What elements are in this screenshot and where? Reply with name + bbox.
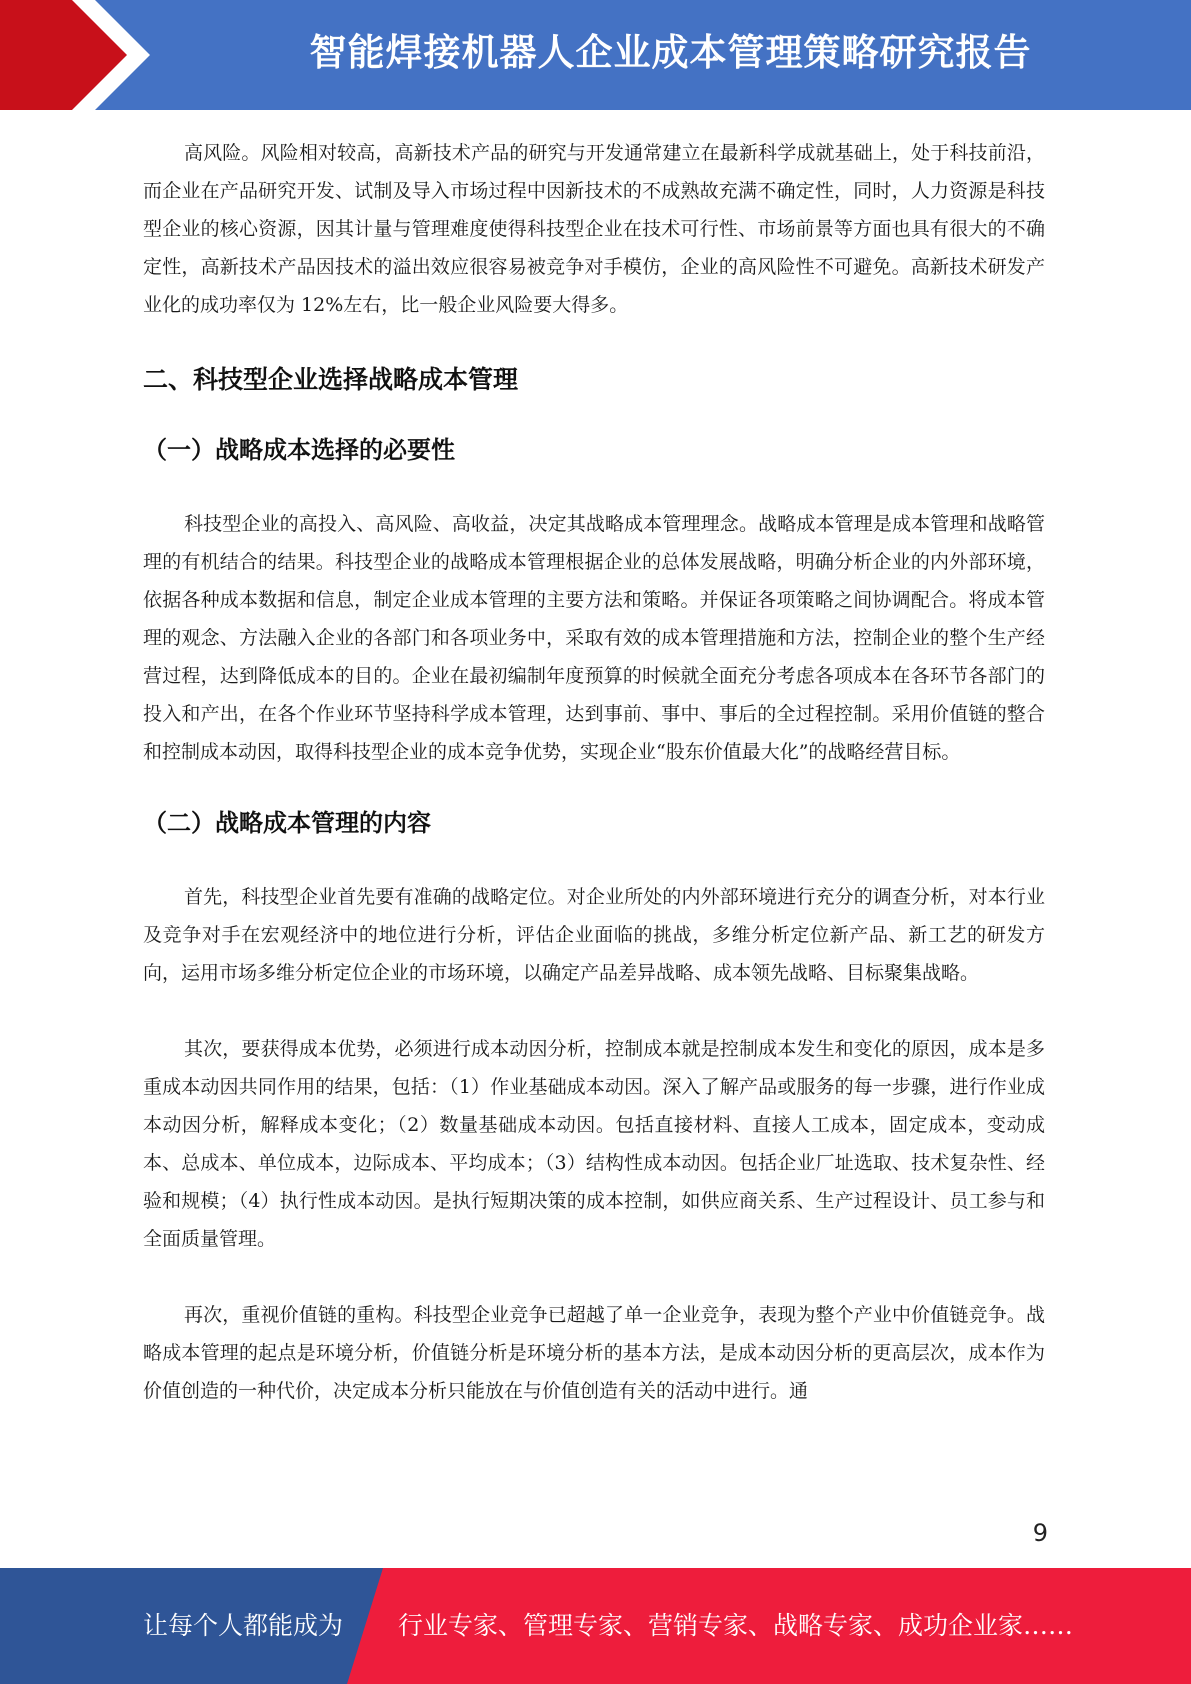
- paragraph-cost-drivers: 其次，要获得成本优势，必须进行成本动因分析，控制成本就是控制成本发生和变化的原因，成本是多重成本动因共同作用的结果，包括：（1）作业基础成本动因。深入了解产品或服务的每一步骤，进行作业成本动因分析，解释成本变化；（2）数量基础成本动因。包括直接材料、直接人工成本，固定成本，变动成本、总成本、单位成本，边际成本、平均成本；（3）结构性成本动因。包括企业厂址选取、技术复杂性、经验和规模；（4）执行性成本动因。是执行短期决策的成本控制，如供应商关系、生产过程设计、员工参与和全面质量管理。: [143, 1038, 1045, 1250]
- paragraph-high-risk: 高风险。风险相对较高，高新技术产品的研究与开发通常建立在最新科学成就基础上，处于科技前沿，而企业在产品研究开发、试制及导入市场过程中因新技术的不成熟故充满不确定性，同时，人力资源是科技型企业的核心资源，因其计量与管理难度使得科技型企业在技术可行性、市场前景等方面也具有很大的不确定性，高新技术产品因技术的溢出效应很容易被竞争对手模仿，企业的高风险性不可避免。高新技术研发产业化的成功率仅为 12%左右，比一般企业风险要大得多。: [143, 142, 1045, 316]
- footer-slogan-left: 让每个人都能成为: [143, 1611, 344, 1640]
- page-number: 9: [1032, 1519, 1048, 1547]
- footer-slogan-right: 行业专家、管理专家、营销专家、战略专家、成功企业家……: [398, 1611, 1074, 1640]
- section-heading: 二、科技型企业选择战略成本管理: [143, 365, 519, 394]
- paragraph-value-chain: 再次，重视价值链的重构。科技型企业竞争已超越了单一企业竞争，表现为整个产业中价值链竞争。战略成本管理的起点是环境分析，价值链分析是环境分析的基本方法，是成本动因分析的更高层次，成本作为价值创造的一种代价，决定成本分析只能放在与价值创造有关的活动中进行。通: [143, 1304, 1045, 1402]
- subsection-heading-content: （二）战略成本管理的内容: [143, 809, 431, 837]
- paragraph-strategic-positioning: 首先，科技型企业首先要有准确的战略定位。对企业所处的内外部环境进行充分的调查分析，对本行业及竞争对手在宏观经济中的地位进行分析，评估企业面临的挑战，多维分析定位新产品、新工艺的研发方向，运用市场多维分析定位企业的市场环境，以确定产品差异战略、成本领先战略、目标聚集战略。: [143, 886, 1045, 984]
- report-title: 智能焊接机器人企业成本管理策略研究报告: [309, 31, 1032, 74]
- subsection-heading-necessity: （一）战略成本选择的必要性: [143, 436, 455, 464]
- page-body: [143, 134, 1045, 1410]
- paragraph-necessity: 科技型企业的高投入、高风险、高收益，决定其战略成本管理理念。战略成本管理是成本管理和战略管理的有机结合的结果。科技型企业的战略成本管理根据企业的总体发展战略，明确分析企业的内外部环境，依据各种成本数据和信息，制定企业成本管理的主要方法和策略。并保证各项策略之间协调配合。将成本管理的观念、方法融入企业的各部门和各项业务中，采取有效的成本管理措施和方法，控制企业的整个生产经营过程，达到降低成本的目的。企业在最初编制年度预算的时候就全面充分考虑各项成本在各环节各部门的投入和产出，在各个作业环节坚持科学成本管理，达到事前、事中、事后的全过程控制。采用价值链的整合和控制成本动因，取得科技型企业的成本竞争优势，实现企业“股东价值最大化”的战略经营目标。: [143, 513, 1045, 763]
